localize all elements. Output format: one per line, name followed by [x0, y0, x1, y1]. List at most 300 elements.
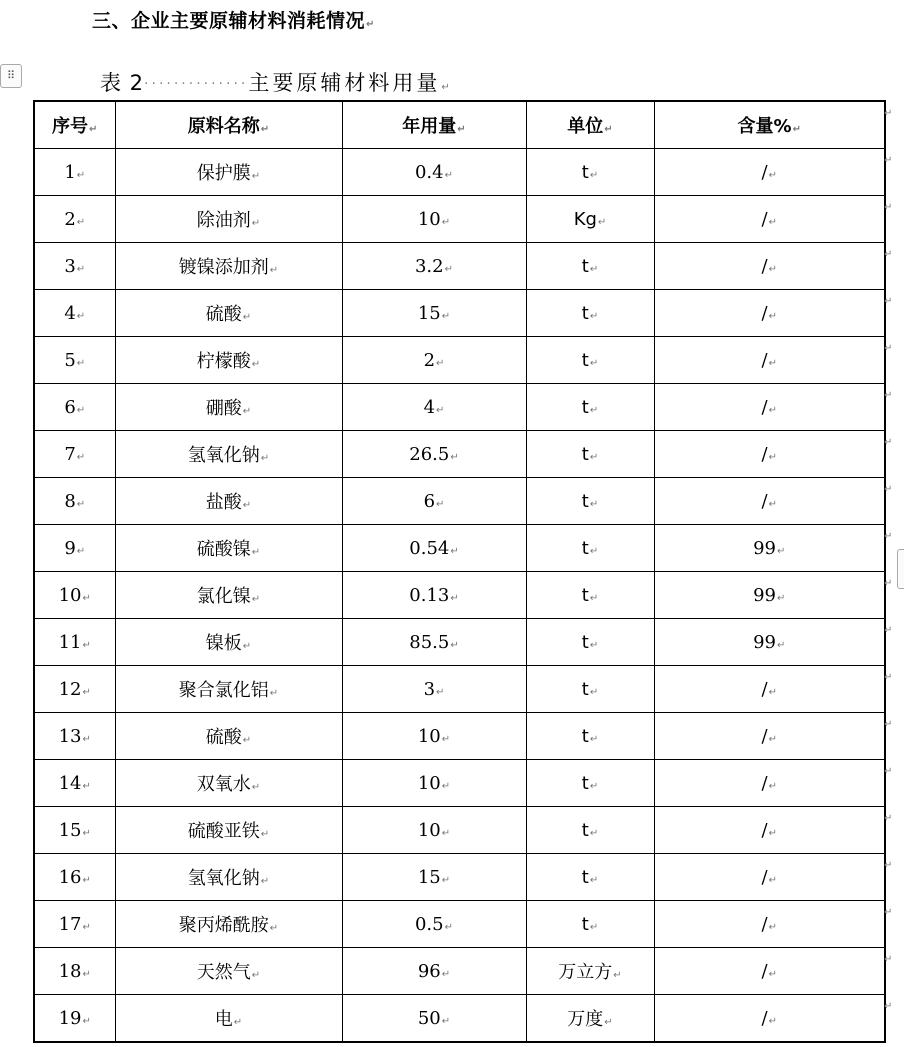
material-name-value: 双氧水 [196, 774, 251, 795]
row-end-mark: ↵ [884, 1001, 893, 1012]
unit-value: Kg [573, 208, 597, 230]
cell-mark: ↵ [768, 310, 777, 322]
paragraph-mark: ↵ [441, 82, 451, 93]
cell-mark: ↵ [589, 686, 599, 698]
content-cell[interactable] [654, 572, 885, 619]
unit-cell[interactable] [526, 243, 654, 290]
annual-usage-value: 3.2 [414, 255, 444, 277]
cell-mark: ↵ [613, 970, 622, 981]
unit-value: t [581, 302, 589, 324]
material-name-value: 保护膜 [196, 163, 251, 184]
cell-mark: ↵ [768, 968, 777, 980]
cell-mark: ↵ [768, 451, 777, 463]
row-end-mark: ↵ [884, 625, 893, 636]
content-value: / [761, 1007, 768, 1029]
content-cell[interactable] [654, 854, 885, 901]
cell-mark: ↵ [260, 829, 270, 840]
annual-usage-value: 0.5 [414, 913, 444, 935]
cell-mark: ↵ [777, 639, 786, 651]
annual-usage-value: 96 [417, 960, 441, 982]
cell-mark: ↵ [768, 404, 777, 416]
table-row [34, 196, 885, 243]
content-value: / [761, 725, 768, 747]
table-row [34, 854, 885, 901]
cell-mark: ↵ [76, 216, 86, 228]
annual-usage-value: 15 [417, 866, 441, 888]
table-row [34, 431, 885, 478]
content-cell[interactable] [654, 995, 885, 1043]
unit-cell[interactable] [526, 995, 654, 1043]
material-name-value: 氢氧化钠 [187, 445, 260, 466]
seq-value: 1 [64, 161, 76, 183]
material-name-value: 聚丙烯酰胺 [178, 915, 269, 936]
content-value: / [761, 819, 768, 841]
caption-title: 主要原辅材料用量 [248, 71, 441, 95]
seq-value: 14 [58, 772, 82, 794]
cell-mark: ↵ [589, 357, 599, 369]
content-cell[interactable] [654, 760, 885, 807]
annual-usage-value: 0.54 [409, 537, 450, 559]
content-value: / [761, 913, 768, 935]
cell-mark: ↵ [436, 404, 445, 416]
cell-mark: ↵ [82, 686, 91, 698]
table-header [34, 101, 885, 149]
seq-value: 8 [64, 490, 76, 512]
material-name-value: 硼酸 [205, 398, 242, 419]
cell-mark: ↵ [441, 827, 451, 839]
material-name-cell[interactable] [115, 431, 342, 478]
header-content-cell[interactable] [654, 101, 885, 149]
material-name-cell[interactable] [115, 760, 342, 807]
seq-cell[interactable] [34, 290, 115, 337]
cell-mark: ↵ [589, 498, 599, 510]
content-cell[interactable] [654, 901, 885, 948]
side-scroll-tab[interactable] [897, 549, 904, 589]
cell-mark: ↵ [589, 451, 599, 463]
cell-mark: ↵ [457, 124, 466, 135]
seq-cell[interactable] [34, 337, 115, 384]
seq-value: 12 [58, 678, 82, 700]
unit-cell[interactable] [526, 807, 654, 854]
cell-mark: ↵ [589, 921, 599, 933]
seq-value: 19 [58, 1007, 82, 1029]
material-name-cell[interactable] [115, 478, 342, 525]
cell-mark: ↵ [76, 451, 86, 463]
cell-mark: ↵ [76, 263, 86, 275]
cell-mark: ↵ [242, 641, 252, 652]
unit-value: t [581, 490, 589, 512]
table-row [34, 243, 885, 290]
table-row [34, 384, 885, 431]
cell-mark: ↵ [589, 827, 599, 839]
content-cell[interactable] [654, 337, 885, 384]
cell-mark: ↵ [260, 876, 270, 887]
material-name-value: 除油剂 [196, 210, 251, 231]
unit-cell[interactable] [526, 149, 654, 196]
cell-mark: ↵ [768, 874, 777, 886]
annual-usage-value: 0.13 [409, 584, 450, 606]
content-value: / [761, 443, 768, 465]
seq-cell[interactable] [34, 196, 115, 243]
cell-mark: ↵ [768, 357, 777, 369]
seq-value: 4 [64, 302, 76, 324]
material-name-value: 镀镍添加剂 [178, 257, 269, 278]
cell-mark: ↵ [242, 406, 252, 417]
cell-mark: ↵ [242, 500, 252, 511]
annual-usage-value: 2 [423, 349, 436, 371]
cell-mark: ↵ [82, 733, 91, 745]
materials-table [33, 100, 886, 1043]
seq-value: 3 [64, 255, 76, 277]
material-name-cell[interactable] [115, 948, 342, 995]
cell-mark: ↵ [251, 594, 261, 605]
unit-cell[interactable] [526, 666, 654, 713]
cell-mark: ↵ [768, 780, 777, 792]
cell-mark: ↵ [589, 263, 599, 275]
material-name-cell[interactable] [115, 196, 342, 243]
content-value: / [761, 396, 768, 418]
content-cell[interactable] [654, 431, 885, 478]
table-row [34, 995, 885, 1043]
unit-cell[interactable] [526, 196, 654, 243]
material-name-cell[interactable] [115, 901, 342, 948]
cell-mark: ↵ [589, 874, 599, 886]
content-value: / [761, 772, 768, 794]
annual-usage-cell[interactable] [342, 666, 526, 713]
table-row [34, 337, 885, 384]
seq-cell[interactable] [34, 948, 115, 995]
content-cell[interactable] [654, 290, 885, 337]
unit-cell[interactable] [526, 525, 654, 572]
cell-mark: ↵ [269, 923, 279, 934]
content-value: / [761, 678, 768, 700]
content-value: / [761, 208, 768, 230]
content-value: / [761, 161, 768, 183]
table-row [34, 619, 885, 666]
caption-leader-dots: ·············· [144, 76, 249, 92]
unit-value: t [581, 584, 589, 606]
seq-cell[interactable] [34, 666, 115, 713]
header-seq-cell[interactable] [34, 101, 115, 149]
cell-mark: ↵ [76, 545, 86, 557]
seq-cell[interactable] [34, 431, 115, 478]
content-cell[interactable] [654, 243, 885, 290]
cell-mark: ↵ [441, 874, 451, 886]
unit-value: t [581, 349, 589, 371]
cell-mark: ↵ [233, 1017, 243, 1028]
content-cell[interactable] [654, 807, 885, 854]
cell-mark: ↵ [82, 921, 91, 933]
row-end-mark: ↵ [884, 437, 893, 448]
annual-usage-cell[interactable] [342, 619, 526, 666]
row-end-mark: ↵ [884, 813, 893, 824]
material-name-cell[interactable] [115, 384, 342, 431]
header-seq: 序号 [52, 116, 89, 137]
cell-mark: ↵ [441, 968, 451, 980]
row-end-mark: ↵ [884, 860, 893, 871]
annual-usage-cell[interactable] [342, 149, 526, 196]
cell-mark: ↵ [82, 874, 91, 886]
annual-usage-cell[interactable] [342, 337, 526, 384]
cell-mark: ↵ [768, 827, 777, 839]
material-name-cell[interactable] [115, 290, 342, 337]
content-cell[interactable] [654, 525, 885, 572]
cell-mark: ↵ [76, 169, 86, 181]
cell-mark: ↵ [444, 263, 454, 275]
table-body [34, 149, 885, 1043]
annual-usage-value: 85.5 [409, 631, 450, 653]
content-value: / [761, 490, 768, 512]
cell-mark: ↵ [441, 733, 451, 745]
cell-mark: ↵ [768, 216, 777, 228]
content-cell[interactable] [654, 478, 885, 525]
annual-usage-cell[interactable] [342, 384, 526, 431]
row-end-mark: ↵ [884, 484, 893, 495]
content-value: / [761, 255, 768, 277]
material-name-value: 硫酸 [205, 727, 242, 748]
seq-value: 13 [58, 725, 82, 747]
header-content: 含量% [737, 116, 792, 137]
cell-mark: ↵ [777, 545, 786, 557]
seq-cell[interactable] [34, 525, 115, 572]
material-name-cell[interactable] [115, 149, 342, 196]
table-move-handle-icon[interactable]: ⠿ [0, 64, 22, 88]
unit-value: t [581, 678, 589, 700]
content-cell[interactable] [654, 384, 885, 431]
unit-value: t [581, 631, 589, 653]
cell-mark: ↵ [441, 1015, 451, 1027]
material-name-cell[interactable] [115, 713, 342, 760]
content-value: / [761, 866, 768, 888]
annual-usage-cell[interactable] [342, 243, 526, 290]
material-name-cell[interactable] [115, 572, 342, 619]
seq-value: 7 [64, 443, 76, 465]
cell-mark: ↵ [444, 169, 454, 181]
cell-mark: ↵ [589, 780, 599, 792]
seq-cell[interactable] [34, 149, 115, 196]
cell-mark: ↵ [768, 498, 777, 510]
annual-usage-value: 0.4 [414, 161, 444, 183]
row-end-mark: ↵ [884, 766, 893, 777]
unit-cell[interactable] [526, 572, 654, 619]
cell-mark: ↵ [441, 310, 451, 322]
cell-mark: ↵ [589, 733, 599, 745]
cell-mark: ↵ [436, 686, 445, 698]
seq-cell[interactable] [34, 901, 115, 948]
cell-mark: ↵ [269, 265, 279, 276]
cell-mark: ↵ [604, 1017, 613, 1028]
unit-cell[interactable] [526, 948, 654, 995]
annual-usage-cell[interactable] [342, 807, 526, 854]
unit-value: t [581, 443, 589, 465]
seq-cell[interactable] [34, 478, 115, 525]
unit-cell[interactable] [526, 478, 654, 525]
material-name-value: 硫酸亚铁 [187, 821, 260, 842]
annual-usage-value: 10 [417, 772, 441, 794]
unit-value: t [581, 161, 589, 183]
cell-mark: ↵ [242, 735, 252, 746]
seq-value: 10 [58, 584, 82, 606]
material-name-value: 镍板 [205, 633, 242, 654]
annual-usage-cell[interactable] [342, 196, 526, 243]
annual-usage-value: 10 [417, 725, 441, 747]
annual-usage-value: 15 [417, 302, 441, 324]
seq-cell[interactable] [34, 854, 115, 901]
content-cell[interactable] [654, 948, 885, 995]
material-name-cell[interactable] [115, 854, 342, 901]
seq-cell[interactable] [34, 619, 115, 666]
cell-mark: ↵ [251, 782, 261, 793]
seq-value: 6 [64, 396, 76, 418]
material-name-cell[interactable] [115, 807, 342, 854]
annual-usage-value: 50 [417, 1007, 441, 1029]
cell-mark: ↵ [450, 639, 459, 651]
material-name-cell[interactable] [115, 525, 342, 572]
material-name-value: 氢氧化钠 [187, 868, 260, 889]
cell-mark: ↵ [82, 639, 91, 651]
material-name-cell[interactable] [115, 995, 342, 1043]
table-row [34, 666, 885, 713]
content-value: / [761, 302, 768, 324]
table-row [34, 149, 885, 196]
content-cell[interactable] [654, 619, 885, 666]
cell-mark: ↵ [82, 780, 91, 792]
table-row [34, 478, 885, 525]
material-name-cell[interactable] [115, 337, 342, 384]
seq-cell[interactable] [34, 713, 115, 760]
cell-mark: ↵ [777, 592, 786, 604]
unit-value: 万度 [567, 1009, 604, 1030]
unit-cell[interactable] [526, 760, 654, 807]
seq-cell[interactable] [34, 807, 115, 854]
cell-mark: ↵ [604, 124, 613, 135]
header-unit-cell[interactable] [526, 101, 654, 149]
cell-mark: ↵ [242, 312, 252, 323]
seq-value: 5 [64, 349, 76, 371]
unit-value: t [581, 396, 589, 418]
row-end-mark: ↵ [884, 202, 893, 213]
table-row [34, 760, 885, 807]
annual-usage-cell[interactable] [342, 572, 526, 619]
material-name-cell[interactable] [115, 619, 342, 666]
cell-mark: ↵ [76, 310, 86, 322]
cell-mark: ↵ [436, 498, 445, 510]
cell-mark: ↵ [589, 310, 599, 322]
material-name-value: 柠檬酸 [196, 351, 251, 372]
cell-mark: ↵ [251, 547, 261, 558]
cell-mark: ↵ [589, 545, 599, 557]
content-cell[interactable] [654, 196, 885, 243]
annual-usage-cell[interactable] [342, 901, 526, 948]
seq-cell[interactable] [34, 760, 115, 807]
cell-mark: ↵ [444, 921, 454, 933]
unit-value: t [581, 819, 589, 841]
annual-usage-cell[interactable] [342, 525, 526, 572]
annual-usage-cell[interactable] [342, 854, 526, 901]
annual-usage-cell[interactable] [342, 478, 526, 525]
content-cell[interactable] [654, 713, 885, 760]
material-name-value: 天然气 [196, 962, 251, 983]
unit-cell[interactable] [526, 854, 654, 901]
unit-cell[interactable] [526, 290, 654, 337]
seq-cell[interactable] [34, 243, 115, 290]
cell-mark: ↵ [768, 733, 777, 745]
cell-mark: ↵ [597, 216, 607, 228]
unit-cell[interactable] [526, 713, 654, 760]
header-annual-usage-cell[interactable] [342, 101, 526, 149]
row-end-mark: ↵ [884, 155, 893, 166]
content-cell[interactable] [654, 666, 885, 713]
annual-usage-cell[interactable] [342, 713, 526, 760]
material-name-cell[interactable] [115, 666, 342, 713]
content-value: / [761, 349, 768, 371]
seq-value: 18 [58, 960, 82, 982]
seq-value: 16 [58, 866, 82, 888]
table-row [34, 901, 885, 948]
header-unit: 单位 [567, 116, 604, 137]
seq-value: 15 [58, 819, 82, 841]
unit-value: t [581, 913, 589, 935]
unit-value: t [581, 772, 589, 794]
cell-mark: ↵ [589, 639, 599, 651]
annual-usage-value: 26.5 [409, 443, 450, 465]
table-row [34, 290, 885, 337]
cell-mark: ↵ [269, 688, 279, 699]
cell-mark: ↵ [768, 686, 777, 698]
row-end-mark: ↵ [884, 296, 893, 307]
seq-cell[interactable] [34, 384, 115, 431]
annual-usage-cell[interactable] [342, 995, 526, 1043]
cell-mark: ↵ [768, 921, 777, 933]
cell-mark: ↵ [82, 592, 91, 604]
row-end-mark: ↵ [884, 907, 893, 918]
unit-cell[interactable] [526, 431, 654, 478]
content-cell[interactable] [654, 149, 885, 196]
cell-mark: ↵ [76, 404, 86, 416]
unit-cell[interactable] [526, 619, 654, 666]
annual-usage-cell[interactable] [342, 290, 526, 337]
annual-usage-cell[interactable] [342, 948, 526, 995]
cell-mark: ↵ [251, 359, 261, 370]
caption-label: 表 2 [100, 71, 145, 95]
unit-value: t [581, 725, 589, 747]
cell-mark: ↵ [89, 124, 98, 135]
unit-cell[interactable] [526, 337, 654, 384]
annual-usage-cell[interactable] [342, 431, 526, 478]
annual-usage-cell[interactable] [342, 760, 526, 807]
row-end-mark: ↵ [884, 343, 893, 354]
annual-usage-value: 10 [417, 208, 441, 230]
header-material-name-cell[interactable] [115, 101, 342, 149]
unit-cell[interactable] [526, 384, 654, 431]
seq-cell[interactable] [34, 572, 115, 619]
seq-cell[interactable] [34, 995, 115, 1043]
cell-mark: ↵ [260, 124, 270, 135]
material-name-value: 聚合氯化铝 [178, 680, 269, 701]
header-annual-usage: 年用量 [402, 116, 457, 137]
unit-cell[interactable] [526, 901, 654, 948]
material-name-cell[interactable] [115, 243, 342, 290]
cell-mark: ↵ [76, 498, 86, 510]
material-name-value: 氯化镍 [196, 586, 251, 607]
row-end-mark: ↵ [884, 719, 893, 730]
paragraph-mark: ↵ [366, 19, 375, 30]
row-end-mark: ↵ [884, 672, 893, 683]
seq-value: 9 [64, 537, 76, 559]
row-end-mark: ↵ [884, 954, 893, 965]
row-end-mark: ↵ [884, 578, 893, 589]
cell-mark: ↵ [450, 592, 459, 604]
